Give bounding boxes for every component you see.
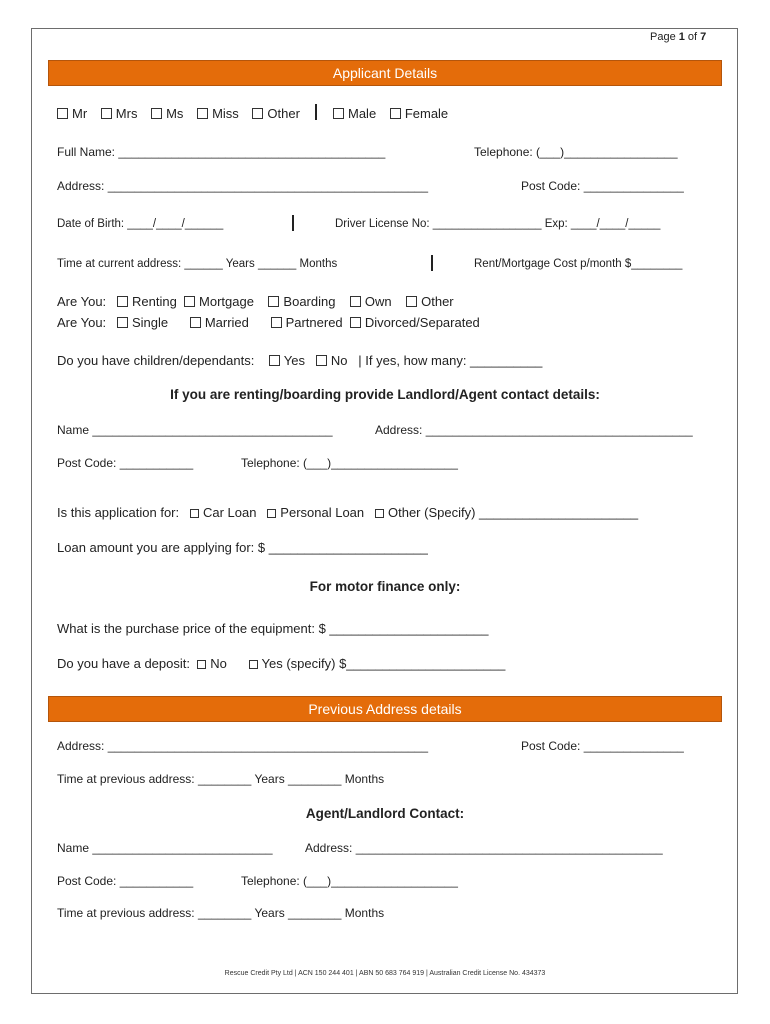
landlord-heading: If you are renting/boarding provide Landlord/Agent contact details: bbox=[170, 387, 600, 402]
application-for-row: Is this application for: Car Loan Personal Loan Other (Specify) ______________________ bbox=[57, 505, 639, 520]
agent-landlord-heading: Agent/Landlord Contact: bbox=[305, 806, 465, 821]
page-number: Page 1 of 7 bbox=[650, 31, 707, 43]
tenure-row: Are You: Renting Mortgage Boarding Own Other bbox=[57, 294, 454, 309]
divider-bar bbox=[431, 255, 433, 271]
other-specify-field[interactable]: Other (Specify) ______________________ bbox=[387, 505, 639, 520]
female-checkbox[interactable] bbox=[390, 108, 401, 119]
post-code-field[interactable]: Post Code: _______________ bbox=[521, 179, 684, 193]
own-checkbox[interactable] bbox=[350, 296, 361, 307]
landlord-post-code-field[interactable]: Post Code: ___________ bbox=[57, 456, 194, 470]
previous-post-code-field[interactable]: Post Code: _______________ bbox=[521, 739, 684, 753]
status-row: Are You: Single Married Partnered Divorced/Separated bbox=[57, 315, 480, 330]
time-current-address-field[interactable]: Time at current address: ______ Years ______ Months bbox=[57, 258, 338, 270]
personal-loan-checkbox[interactable] bbox=[267, 509, 276, 518]
applicant-details-header: Applicant Details bbox=[48, 60, 722, 86]
married-checkbox[interactable] bbox=[190, 317, 201, 328]
agent-address-field[interactable]: Address: ______________________________________________ bbox=[305, 841, 663, 855]
loan-amount-field[interactable]: Loan amount you are applying for: $ ______________________ bbox=[57, 540, 428, 555]
children-yes-checkbox[interactable] bbox=[269, 355, 280, 366]
landlord-address-field[interactable]: Address: ________________________________________ bbox=[375, 423, 693, 437]
rent-mortgage-cost-field[interactable]: Rent/Mortgage Cost p/month $________ bbox=[474, 258, 683, 270]
previous-address-header: Previous Address details bbox=[48, 696, 722, 722]
miss-checkbox[interactable] bbox=[197, 108, 208, 119]
telephone-field[interactable]: Telephone: (___)_________________ bbox=[474, 145, 678, 159]
mr-checkbox[interactable] bbox=[57, 108, 68, 119]
deposit-specify-field[interactable]: Yes (specify) $______________________ bbox=[261, 656, 506, 671]
previous-time-field[interactable]: Time at previous address: ________ Years ________ Months bbox=[57, 772, 385, 786]
other-title-checkbox[interactable] bbox=[252, 108, 263, 119]
purchase-price-field[interactable]: What is the purchase price of the equipment: $ ______________________ bbox=[57, 621, 489, 636]
address-field[interactable]: Address: ________________________________________________ bbox=[57, 179, 429, 193]
full-name-field[interactable]: Full Name: ________________________________________ bbox=[57, 145, 386, 159]
title-gender-row: Mr Mrs Ms Miss Other bbox=[57, 106, 300, 121]
previous-address-field[interactable]: Address: ________________________________________________ bbox=[57, 739, 429, 753]
gender-row: Male Female bbox=[333, 106, 448, 121]
other-tenure-checkbox[interactable] bbox=[406, 296, 417, 307]
partnered-checkbox[interactable] bbox=[271, 317, 282, 328]
male-checkbox[interactable] bbox=[333, 108, 344, 119]
divorced-checkbox[interactable] bbox=[350, 317, 361, 328]
landlord-name-field[interactable]: Name ____________________________________ bbox=[57, 423, 333, 437]
divider-bar bbox=[315, 104, 317, 120]
mortgage-checkbox[interactable] bbox=[184, 296, 195, 307]
deposit-yes-checkbox[interactable] bbox=[249, 660, 258, 669]
car-loan-checkbox[interactable] bbox=[190, 509, 199, 518]
agent-time-field[interactable]: Time at previous address: ________ Years ________ Months bbox=[57, 906, 385, 920]
agent-telephone-field[interactable]: Telephone: (___)___________________ bbox=[241, 874, 458, 888]
other-loan-checkbox[interactable] bbox=[375, 509, 384, 518]
deposit-row: Do you have a deposit: No Yes (specify) $______________________ bbox=[57, 656, 506, 671]
how-many-field[interactable]: | If yes, how many: __________ bbox=[358, 353, 543, 368]
agent-post-code-field[interactable]: Post Code: ___________ bbox=[57, 874, 194, 888]
driver-license-field[interactable]: Driver License No: _________________ Exp: ____/____/_____ bbox=[335, 218, 661, 230]
children-no-checkbox[interactable] bbox=[316, 355, 327, 366]
mrs-checkbox[interactable] bbox=[101, 108, 112, 119]
single-checkbox[interactable] bbox=[117, 317, 128, 328]
landlord-telephone-field[interactable]: Telephone: (___)___________________ bbox=[241, 456, 458, 470]
footer-company-info: Rescue Credit Pty Ltd | ACN 150 244 401 | ABN 50 683 764 919 | Australian Credit License No. 434373 bbox=[224, 970, 546, 977]
renting-checkbox[interactable] bbox=[117, 296, 128, 307]
children-row: Do you have children/dependants: Yes No | If yes, how many: __________ bbox=[57, 353, 543, 368]
divider-bar bbox=[292, 215, 294, 231]
deposit-no-checkbox[interactable] bbox=[197, 660, 206, 669]
ms-checkbox[interactable] bbox=[151, 108, 162, 119]
date-of-birth-field[interactable]: Date of Birth: ____/____/______ bbox=[57, 218, 224, 230]
agent-name-field[interactable]: Name ___________________________ bbox=[57, 841, 273, 855]
boarding-checkbox[interactable] bbox=[268, 296, 279, 307]
motor-finance-heading: For motor finance only: bbox=[309, 579, 461, 594]
